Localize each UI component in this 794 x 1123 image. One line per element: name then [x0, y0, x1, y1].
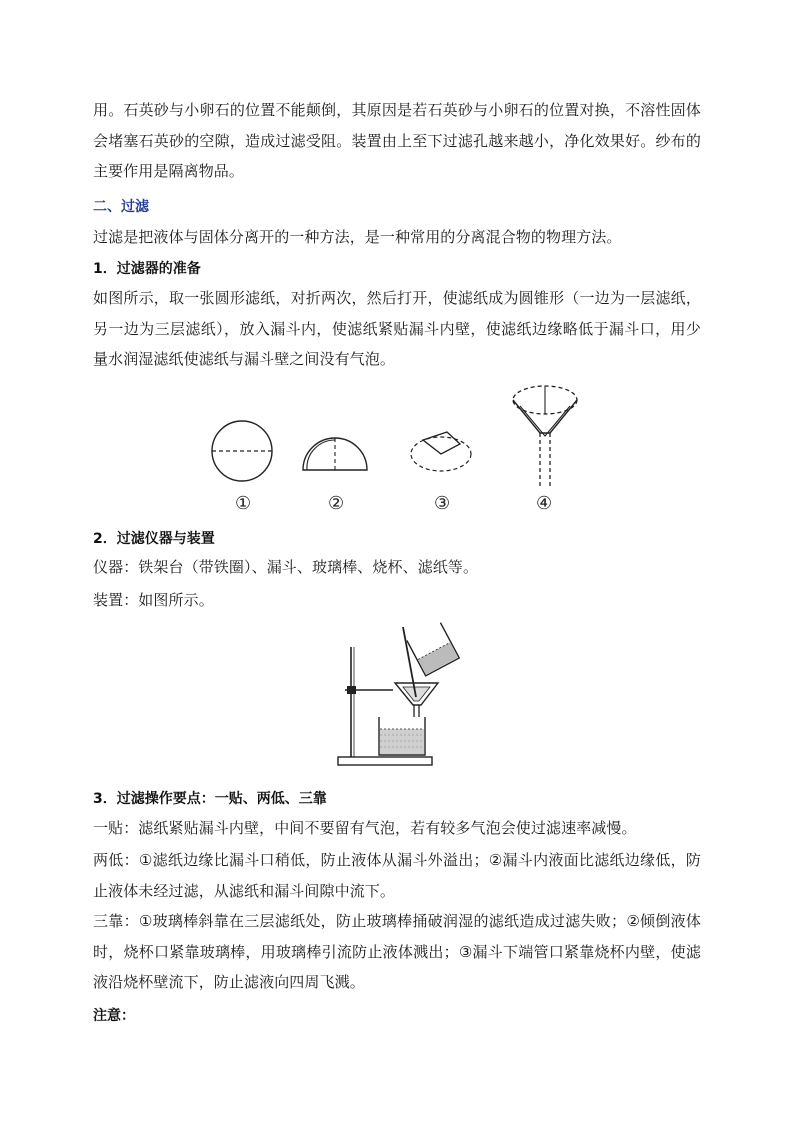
one-stick-text: 一贴：滤纸紧贴漏斗内壁，中间不要留有气泡，若有较多气泡会使过滤速率减慢。: [93, 819, 637, 837]
part1-heading: 1．过滤器的准备: [93, 261, 201, 277]
section-heading-filtration: 二、过滤: [93, 199, 149, 215]
note-heading: 注意：: [93, 1008, 135, 1024]
setup-text: 装置：如图所示。: [93, 591, 214, 609]
instruments-list: 仪器：铁架台（带铁圈）、漏斗、玻璃棒、烧杯、滤纸等。: [93, 558, 479, 576]
stand-base: [338, 757, 432, 765]
part2-heading: 2．过滤仪器与装置: [93, 531, 215, 547]
figure-step-4-funnel: [513, 386, 577, 488]
figure-label-4: ④: [536, 493, 553, 514]
receiving-beaker: [379, 717, 425, 755]
part1-text: 如图所示，取一张圆形滤纸，对折两次，然后打开，使滤纸成为圆锥形（一边为一层滤纸，另一边为三层滤纸），放入漏斗内，使滤纸紧贴漏斗内壁，使滤纸边缘略低于漏斗口，用少量水润湿滤纸使滤纸与漏斗壁之间没有气泡。: [93, 289, 701, 368]
figure-step-2-semicircle: [303, 438, 367, 470]
filtration-definition: 过滤是把液体与固体分离开的一种方法，是一种常用的分离混合物的物理方法。: [93, 228, 622, 246]
pouring-beaker: [407, 623, 459, 676]
part3-heading: 3．过滤操作要点：一贴、两低、三靠: [93, 791, 327, 807]
filtration-apparatus-figure: [333, 617, 463, 773]
figure-label-1: ①: [235, 493, 252, 514]
intro-paragraph: 用。石英砂与小卵石的位置不能颠倒，其原因是若石英砂与小卵石的位置对换，不溶性固体会堵塞石英砂的空隙，造成过滤受阻。装置由上至下过滤孔越来越小，净化效果好。纱布的主要作用是隔离物品。: [93, 101, 701, 180]
figure-step-3-cone: [411, 432, 471, 471]
two-low-text: 两低：①滤纸边缘比漏斗口稍低，防止液体从漏斗外溢出；②漏斗内液面比滤纸边缘低，防止液体未经过滤，从滤纸和漏斗间隙中流下。: [93, 851, 701, 900]
figure-label-3: ③: [434, 493, 451, 514]
figure-step-1-circle: [212, 421, 272, 481]
filter-paper-folding-figure: [195, 378, 595, 518]
three-lean-text: 三靠：①玻璃棒斜靠在三层滤纸处，防止玻璃棒捅破润湿的滤纸造成过滤失败；②倾倒液体时，烧杯口紧靠玻璃棒，用玻璃棒引流防止液体溅出；③漏斗下端管口紧靠烧杯内壁，使滤液沿烧杯壁流下，防止滤液向四周飞溅。: [93, 912, 701, 991]
figure-label-2: ②: [328, 493, 345, 514]
